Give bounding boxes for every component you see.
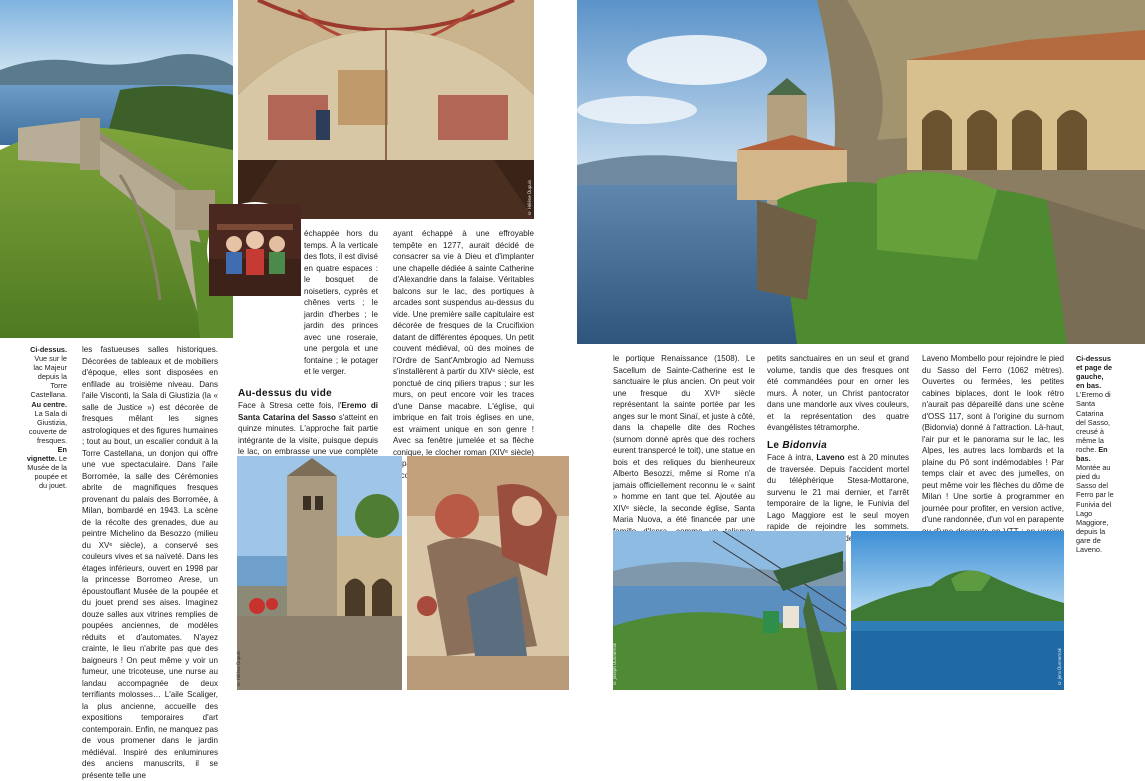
caption-left-page <box>26 345 67 505</box>
fresco-detail-photo <box>407 456 569 690</box>
column-2-intro <box>238 228 378 378</box>
article-column-5 <box>767 353 910 531</box>
credit-island: © Jens Dunnemak <box>1057 648 1062 686</box>
caption-right-page <box>1076 354 1114 564</box>
caption-text: Le Musée de la poupée et du jouet. <box>27 454 67 491</box>
column-5-body-pre: Face à intra, <box>767 453 817 462</box>
column-5-intro: petits sanctuaires en un seul et grand volume, tandis que des fresques ont été commandées pour en orner les murs. À noter, un Christ pantocrator dans une mandorle aux vives couleurs, et la représentation des quatre évangélistes tétramorphe. <box>767 354 909 432</box>
caption-text: L'Eremo di Santa Catarina del Sasso, creusé à même la roche. <box>1076 390 1111 454</box>
caption-label: Ci-dessus et page de gauche, en bas. <box>1076 354 1113 391</box>
credit-courtyard: © Hélène Dupuis <box>236 650 241 686</box>
subhead-le-bidonvia <box>767 440 909 452</box>
subhead-italic: Bidonvia <box>782 439 827 451</box>
subhead-prefix: Le <box>767 439 783 451</box>
article-column-1: les fastueuses salles historiques. Décorées de tableaux et de mobiliers d'époque, elles sont disposées en enfilade au troisième niveau. Dans l'aile Visconti, la Sala di Giustizia (la « salle de Justice ») est décorée de fresques mêlant les signes astrologiques et des figures humaines ; tout au bout, un escalier conduit à la Torre Castellana, un donjon qui offre une vue spectaculaire. Dans l'aile Borromée, la salle des Cérémonies abrite de magnifiques fresques provenant du palais des Borromée, à Milan, bombardé en 1943. La scène de la récolte des grenades, due au peintre Michelino da Besozzo (milieu du XVᵉ siècle), a conservé ses couleurs vives et sa naïveté. Dans les étages inférieurs, ouvert en 1998 par la princesse Borromeo Arese, un époustouflant Musée de la poupée et du jouet prend ses aises. Imaginez douze salles aux vitrines remplies de poupées anciennes, de modèles réduits et d'automates. N'ayez crainte, le lieu n'abrite pas que des baigneurs ! On peut même y voir un fumeur, une tricoteuse, une nurse au landau accompagnée de deux terrifiants molosses… L'aile Scaliger, la plus ancienne, accueille des expositions temporaires d'art contemporain. Enfin, ne manquez pas de vous promener dans le jardin médiéval. Inspiré des enluminures des anciens manuscrits, il se présente telle une <box>82 345 218 780</box>
column-5-body-post: est à 20 minutes de traversée. Depuis l'accident mortel du téléphérique Stesa-Mottarone, survenu le 21 mai dernier, et l'arrêt temporaire de la ligne, le Funivia del Lago Maggiore est le seul moyen rapide de rejoindre les sommets. <box>767 453 910 531</box>
hermitage-cliff-illustration <box>577 0 1145 344</box>
caption-text: Vue sur le lac Majeur depuis la Torre Castellana. <box>30 354 67 400</box>
island-illustration <box>851 531 1064 690</box>
caption-label: En bas. <box>1076 444 1108 464</box>
credit-cableway: © Joseph Dunnemak <box>612 643 617 686</box>
article-column-3: ayant échappé à une effroyable tempête en 1277, aurait décidé de consacrer sa vie à Dieu et d'implanter une chapelle dédiée à sainte Catherine d'Alexandrie dans la falaise. Véritables balcons sur le lac, des portiques à arcades sont suspendus au-dessus du vide. Une première salle capitulaire est décorée de fresques de la Crucifixion datant de différentes époques. Un petit couvent médiéval, où des moines de l'Ordre de Sant'Ambrogio ad Nemuss s'installèrent à partir du XIVᵉ siècle, est ponctué de cinq piliers trapus ; sur les murs, on peut encore voir les traces d'une Danse macabre. L'église, qui imbrique en fait trois églises en une, est vraiment unique en son genre ! Avec sa fenêtre jumelée et sa flèche conique, le clocher roman (XIVᵉ siècle) <box>393 229 534 457</box>
hermitage-courtyard-photo <box>237 456 402 690</box>
subhead-au-dessus-du-vide: Au-dessus du vide <box>238 387 333 399</box>
fresco-detail-illustration <box>407 456 569 690</box>
fresco-hall-photo <box>238 0 534 219</box>
column-2-body-bold: Eremo di Santa Catarina del Sasso <box>238 401 378 422</box>
cableway-illustration <box>613 531 846 690</box>
caption-text: La Sala di Giustizia, couverte de fresques. <box>28 408 67 445</box>
caption-label: Ci-dessus. <box>30 345 67 354</box>
column-5-body-bold: Laveno <box>816 453 845 462</box>
hermitage-cliff-photo <box>577 0 1145 344</box>
caption-text: Montée au pied du Sasso del Ferro par le Funivia del Lago Maggiore, depuis la gare de Laveno. <box>1076 463 1114 554</box>
cableway-photo <box>613 531 846 690</box>
caption-label: En vignette. <box>26 445 67 464</box>
column-2-body-post: s'atteint en quinze minutes. L'approche fait partie intégrante de la visite, puisque depuis le lac, on embrasse une vue complète <box>238 412 378 456</box>
article-column-6: Laveno Mombello pour rejoindre le pied du Sasso del Ferro (1062 mètres). Ouvertes ou fermées, les petites cabines biplaces, dont le look rétro n'aurait pas dépareillé dans une scène d'OSS 117, sont à l'origine du surnom (Bidonvia) donné à l'attraction. Là-haut, l'air pur et le panorama sur le lac, les Alpes, les autres lacs lombards et la plaine du Pô sont indémodables ! Par temps clair et avec des jumelles, on peut même voir les flèches du dôme de Milan ! Une sortie à programmer en journée pour profiter, en version active, d'une randonnée, d'un vol en parapente <box>922 354 1064 524</box>
castle-lake-photo <box>0 0 233 338</box>
caption-label: Au centre. <box>31 399 67 409</box>
hermitage-courtyard-illustration <box>237 456 402 690</box>
column-2-body-pre: Face à Stresa cette fois, l' <box>238 401 342 410</box>
island-photo <box>851 531 1064 690</box>
fresco-hall-illustration <box>238 0 534 219</box>
article-column-2 <box>238 228 378 456</box>
credit-hall: © Hélène Dupuis <box>527 179 532 215</box>
column-2-intro-text: échappée hors du temps. À la verticale des flots, il est divisé en quatre espaces : le bosquet de noisetiers, cyprès et chênes verts ; le jardin d'herbes ; le jardin des princes avec une roseraie, une pergola et une fontaine ; le potager et le verger. <box>304 229 378 376</box>
article-column-4: le portique Renaissance (1508). Le Sacellum de Sainte-Catherine est le sanctuaire le plus ancien. On peut voir une fresque du XVIᵉ siècle représentant la sainte portée par les anges sur le mont Sinaï, et juste à côté, dans la chapelle dite des Roches (surnom donné après que des rochers eurent transpercé le toit), une statue en bois et des reliques du bienheureux Alberto Besozzi, même si Rome n'a jamais officiellement reconnu le « saint » homme en tant que tel. Ajoutée au XIVᵉ siècle, la seconde église, Santa Maria Nuova, a été financée par une <box>613 354 755 524</box>
castle-lake-illustration <box>0 0 233 338</box>
